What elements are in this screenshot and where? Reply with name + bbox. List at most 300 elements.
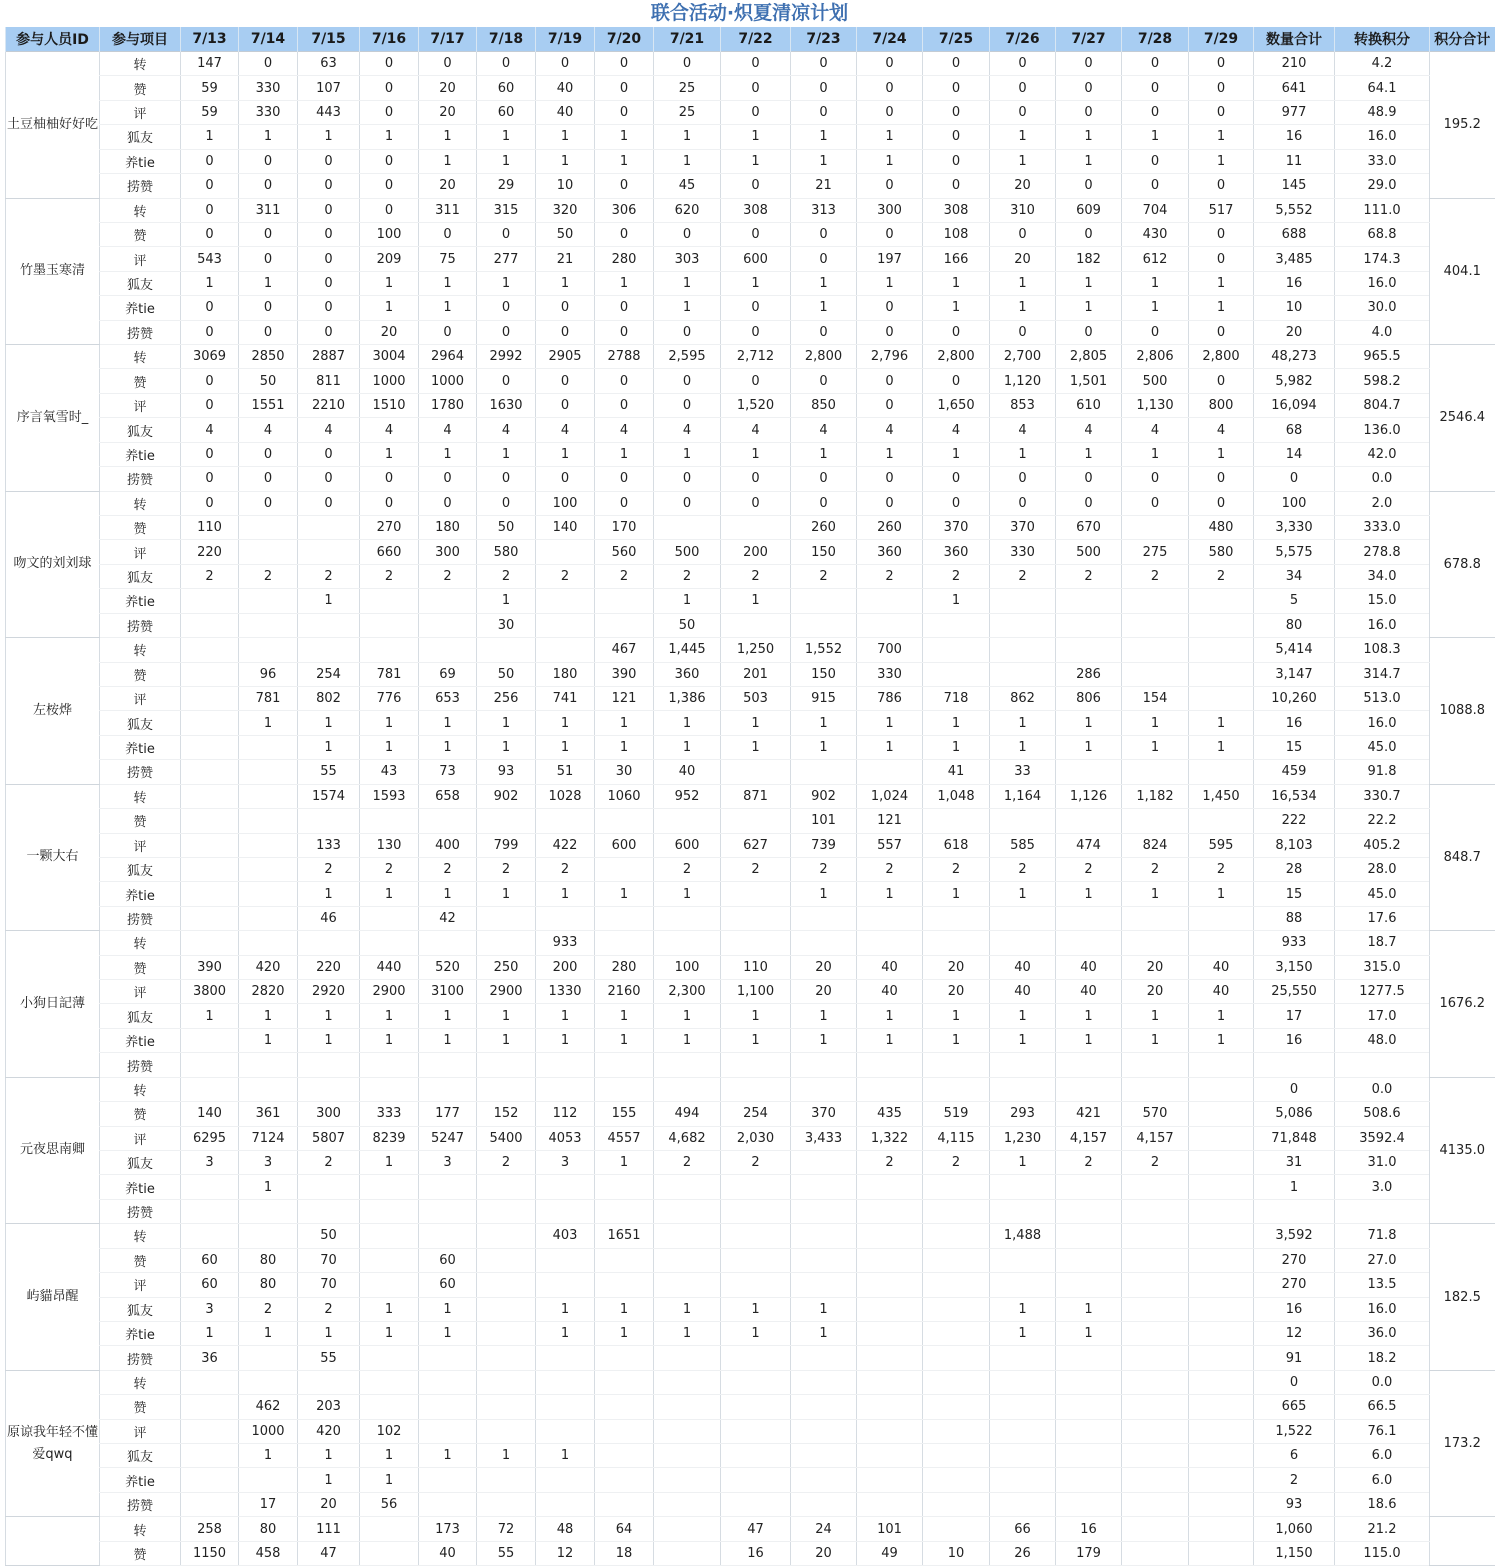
value-cell[interactable]: 1: [791, 735, 857, 759]
value-cell[interactable]: 200: [721, 540, 791, 564]
value-cell[interactable]: [181, 857, 239, 881]
value-cell[interactable]: [857, 1273, 923, 1297]
participant-id-cell[interactable]: 屿貓昂醒: [6, 1224, 100, 1371]
value-cell[interactable]: 1: [595, 271, 654, 295]
value-cell[interactable]: [1122, 760, 1189, 784]
value-cell[interactable]: 1,130: [1122, 393, 1189, 417]
value-cell[interactable]: 20: [923, 955, 990, 979]
value-cell[interactable]: 0: [181, 320, 239, 344]
value-cell[interactable]: [990, 809, 1056, 833]
value-cell[interactable]: 0: [654, 320, 721, 344]
value-cell[interactable]: 40: [654, 760, 721, 784]
sum-cell[interactable]: 16,534: [1254, 784, 1335, 808]
item-cell[interactable]: 评: [100, 1419, 181, 1443]
value-cell[interactable]: 30: [595, 760, 654, 784]
value-cell[interactable]: 2: [1189, 857, 1254, 881]
value-cell[interactable]: [1189, 1321, 1254, 1345]
value-cell[interactable]: 1510: [360, 393, 419, 417]
value-cell[interactable]: [990, 662, 1056, 686]
value-cell[interactable]: 2: [477, 857, 536, 881]
value-cell[interactable]: [1189, 760, 1254, 784]
value-cell[interactable]: 1: [857, 1028, 923, 1052]
value-cell[interactable]: 1: [654, 735, 721, 759]
value-cell[interactable]: 4: [239, 418, 298, 442]
value-cell[interactable]: 0: [239, 222, 298, 246]
value-cell[interactable]: [419, 589, 477, 613]
column-header[interactable]: 7/14: [239, 27, 298, 52]
item-cell[interactable]: 养tie: [100, 735, 181, 759]
value-cell[interactable]: 1: [536, 1297, 595, 1321]
value-cell[interactable]: 1: [595, 882, 654, 906]
value-cell[interactable]: 2,806: [1122, 345, 1189, 369]
value-cell[interactable]: 2: [654, 1150, 721, 1174]
value-cell[interactable]: 2: [791, 857, 857, 881]
value-cell[interactable]: 1,450: [1189, 784, 1254, 808]
value-cell[interactable]: 0: [791, 369, 857, 393]
value-cell[interactable]: [1056, 1273, 1122, 1297]
value-cell[interactable]: 2: [360, 564, 419, 588]
value-cell[interactable]: 2900: [360, 980, 419, 1004]
sum-cell[interactable]: 1,060: [1254, 1517, 1335, 1541]
item-cell[interactable]: 转: [100, 1370, 181, 1394]
value-cell[interactable]: 503: [721, 686, 791, 710]
value-cell[interactable]: 0: [1056, 100, 1122, 124]
item-cell[interactable]: 养tie: [100, 882, 181, 906]
points-cell[interactable]: 174.3: [1335, 247, 1430, 271]
value-cell[interactable]: 1150: [181, 1541, 239, 1565]
value-cell[interactable]: 72: [477, 1517, 536, 1541]
value-cell[interactable]: 467: [595, 638, 654, 662]
value-cell[interactable]: 20: [990, 174, 1056, 198]
value-cell[interactable]: [654, 1395, 721, 1419]
value-cell[interactable]: 430: [1122, 222, 1189, 246]
points-cell[interactable]: 66.5: [1335, 1395, 1430, 1419]
value-cell[interactable]: 140: [536, 516, 595, 540]
value-cell[interactable]: [1056, 1224, 1122, 1248]
value-cell[interactable]: [239, 589, 298, 613]
value-cell[interactable]: 4: [181, 418, 239, 442]
value-cell[interactable]: 0: [360, 52, 419, 76]
sum-cell[interactable]: 93: [1254, 1492, 1335, 1516]
value-cell[interactable]: 500: [1122, 369, 1189, 393]
value-cell[interactable]: 60: [181, 1248, 239, 1272]
value-cell[interactable]: 800: [1189, 393, 1254, 417]
value-cell[interactable]: 1: [181, 1004, 239, 1028]
value-cell[interactable]: 1: [923, 271, 990, 295]
value-cell[interactable]: [536, 1273, 595, 1297]
value-cell[interactable]: 0: [360, 467, 419, 491]
value-cell[interactable]: [477, 906, 536, 930]
value-cell[interactable]: 0: [1056, 222, 1122, 246]
value-cell[interactable]: [536, 638, 595, 662]
sum-cell[interactable]: 17: [1254, 1004, 1335, 1028]
value-cell[interactable]: 1: [419, 271, 477, 295]
value-cell[interactable]: 1: [1056, 271, 1122, 295]
value-cell[interactable]: 1: [654, 149, 721, 173]
value-cell[interactable]: [595, 1053, 654, 1077]
value-cell[interactable]: 43: [360, 760, 419, 784]
value-cell[interactable]: 435: [857, 1102, 923, 1126]
value-cell[interactable]: [298, 638, 360, 662]
value-cell[interactable]: 1: [360, 711, 419, 735]
value-cell[interactable]: 0: [298, 198, 360, 222]
value-cell[interactable]: 21: [791, 174, 857, 198]
value-cell[interactable]: 111: [298, 1517, 360, 1541]
item-cell[interactable]: 转: [100, 1077, 181, 1101]
value-cell[interactable]: 1330: [536, 980, 595, 1004]
value-cell[interactable]: 2: [990, 857, 1056, 881]
points-cell[interactable]: 71.8: [1335, 1224, 1430, 1248]
value-cell[interactable]: 1: [419, 1004, 477, 1028]
value-cell[interactable]: [1189, 1370, 1254, 1394]
points-cell[interactable]: 314.7: [1335, 662, 1430, 686]
value-cell[interactable]: 0: [239, 149, 298, 173]
value-cell[interactable]: [181, 882, 239, 906]
value-cell[interactable]: 0: [1056, 52, 1122, 76]
value-cell[interactable]: 1,182: [1122, 784, 1189, 808]
value-cell[interactable]: 1: [1056, 125, 1122, 149]
value-cell[interactable]: 1: [654, 1297, 721, 1321]
value-cell[interactable]: 0: [791, 222, 857, 246]
value-cell[interactable]: 3100: [419, 980, 477, 1004]
value-cell[interactable]: 1: [298, 1004, 360, 1028]
value-cell[interactable]: 154: [1122, 686, 1189, 710]
value-cell[interactable]: [181, 686, 239, 710]
value-cell[interactable]: [419, 1492, 477, 1516]
participant-id-cell[interactable]: 竹墨玉寒清: [6, 198, 100, 345]
value-cell[interactable]: 2: [298, 564, 360, 588]
value-cell[interactable]: 2: [298, 1297, 360, 1321]
value-cell[interactable]: 1: [360, 1444, 419, 1468]
value-cell[interactable]: [721, 882, 791, 906]
value-cell[interactable]: 0: [298, 247, 360, 271]
value-cell[interactable]: 20: [419, 76, 477, 100]
value-cell[interactable]: 4053: [536, 1126, 595, 1150]
value-cell[interactable]: 49: [857, 1541, 923, 1565]
value-cell[interactable]: [654, 1492, 721, 1516]
value-cell[interactable]: [1056, 1175, 1122, 1199]
value-cell[interactable]: [721, 1248, 791, 1272]
value-cell[interactable]: 4,157: [1122, 1126, 1189, 1150]
sum-cell[interactable]: 5,086: [1254, 1102, 1335, 1126]
item-cell[interactable]: 评: [100, 1126, 181, 1150]
value-cell[interactable]: 585: [990, 833, 1056, 857]
value-cell[interactable]: [1056, 1492, 1122, 1516]
value-cell[interactable]: 0: [1122, 320, 1189, 344]
value-cell[interactable]: [857, 1248, 923, 1272]
value-cell[interactable]: [990, 1077, 1056, 1101]
value-cell[interactable]: [419, 1346, 477, 1370]
value-cell[interactable]: 18: [595, 1541, 654, 1565]
value-cell[interactable]: 4: [477, 418, 536, 442]
value-cell[interactable]: 0: [360, 100, 419, 124]
participant-id-cell[interactable]: 序言氧雪时_: [6, 345, 100, 492]
value-cell[interactable]: 60: [419, 1248, 477, 1272]
value-cell[interactable]: 0: [857, 467, 923, 491]
value-cell[interactable]: 0: [181, 198, 239, 222]
value-cell[interactable]: 2,796: [857, 345, 923, 369]
value-cell[interactable]: 260: [791, 516, 857, 540]
points-cell[interactable]: 3.0: [1335, 1175, 1430, 1199]
value-cell[interactable]: [857, 1444, 923, 1468]
value-cell[interactable]: [239, 1224, 298, 1248]
value-cell[interactable]: 739: [791, 833, 857, 857]
value-cell[interactable]: 313: [791, 198, 857, 222]
value-cell[interactable]: 0: [360, 149, 419, 173]
value-cell[interactable]: 1: [721, 711, 791, 735]
points-cell[interactable]: 2.0: [1335, 491, 1430, 515]
value-cell[interactable]: 1: [595, 149, 654, 173]
value-cell[interactable]: 1: [990, 1321, 1056, 1345]
value-cell[interactable]: 1780: [419, 393, 477, 417]
sum-cell[interactable]: 16: [1254, 125, 1335, 149]
value-cell[interactable]: 1: [791, 882, 857, 906]
value-cell[interactable]: 422: [536, 833, 595, 857]
value-cell[interactable]: [1189, 809, 1254, 833]
value-cell[interactable]: 0: [1122, 52, 1189, 76]
value-cell[interactable]: 330: [857, 662, 923, 686]
value-cell[interactable]: 1: [298, 711, 360, 735]
value-cell[interactable]: 0: [536, 52, 595, 76]
value-cell[interactable]: [721, 1346, 791, 1370]
value-cell[interactable]: 0: [298, 491, 360, 515]
value-cell[interactable]: 1574: [298, 784, 360, 808]
points-cell[interactable]: 16.0: [1335, 271, 1430, 295]
value-cell[interactable]: [1189, 1297, 1254, 1321]
value-cell[interactable]: [857, 1224, 923, 1248]
value-cell[interactable]: 1,488: [990, 1224, 1056, 1248]
total-points-cell[interactable]: [1430, 1517, 1495, 1566]
value-cell[interactable]: [477, 1273, 536, 1297]
value-cell[interactable]: 1: [654, 125, 721, 149]
value-cell[interactable]: 2905: [536, 345, 595, 369]
value-cell[interactable]: 1060: [595, 784, 654, 808]
value-cell[interactable]: 1: [477, 1004, 536, 1028]
value-cell[interactable]: 40: [990, 980, 1056, 1004]
value-cell[interactable]: [1122, 1492, 1189, 1516]
value-cell[interactable]: [923, 1468, 990, 1492]
value-cell[interactable]: [595, 809, 654, 833]
value-cell[interactable]: 0: [721, 174, 791, 198]
sum-cell[interactable]: 16: [1254, 1028, 1335, 1052]
item-cell[interactable]: 赞: [100, 662, 181, 686]
value-cell[interactable]: [298, 1175, 360, 1199]
value-cell[interactable]: 16: [1056, 1517, 1122, 1541]
value-cell[interactable]: [1189, 1419, 1254, 1443]
item-cell[interactable]: 评: [100, 1273, 181, 1297]
value-cell[interactable]: 55: [298, 760, 360, 784]
value-cell[interactable]: 1: [298, 589, 360, 613]
value-cell[interactable]: [721, 516, 791, 540]
value-cell[interactable]: [923, 1444, 990, 1468]
value-cell[interactable]: 458: [239, 1541, 298, 1565]
value-cell[interactable]: [360, 1053, 419, 1077]
value-cell[interactable]: 776: [360, 686, 419, 710]
item-cell[interactable]: 狐友: [100, 1297, 181, 1321]
item-cell[interactable]: 捞赞: [100, 1492, 181, 1516]
column-header[interactable]: 7/24: [857, 27, 923, 52]
points-cell[interactable]: 36.0: [1335, 1321, 1430, 1345]
value-cell[interactable]: 1: [1056, 711, 1122, 735]
item-cell[interactable]: 狐友: [100, 271, 181, 295]
value-cell[interactable]: 0: [923, 369, 990, 393]
value-cell[interactable]: [721, 1077, 791, 1101]
value-cell[interactable]: [1189, 906, 1254, 930]
value-cell[interactable]: 0: [536, 369, 595, 393]
value-cell[interactable]: [721, 1492, 791, 1516]
value-cell[interactable]: 2: [923, 1150, 990, 1174]
value-cell[interactable]: [990, 638, 1056, 662]
value-cell[interactable]: 902: [791, 784, 857, 808]
value-cell[interactable]: [419, 1419, 477, 1443]
value-cell[interactable]: 1: [536, 1444, 595, 1468]
value-cell[interactable]: 2: [1122, 1150, 1189, 1174]
points-cell[interactable]: 108.3: [1335, 638, 1430, 662]
value-cell[interactable]: 2,300: [654, 980, 721, 1004]
value-cell[interactable]: [654, 516, 721, 540]
sum-cell[interactable]: 11: [1254, 149, 1335, 173]
value-cell[interactable]: 0: [239, 467, 298, 491]
value-cell[interactable]: [923, 1492, 990, 1516]
value-cell[interactable]: 0: [360, 198, 419, 222]
value-cell[interactable]: 618: [923, 833, 990, 857]
value-cell[interactable]: 1: [1056, 442, 1122, 466]
value-cell[interactable]: 130: [360, 833, 419, 857]
points-cell[interactable]: 16.0: [1335, 711, 1430, 735]
points-cell[interactable]: 1277.5: [1335, 980, 1430, 1004]
value-cell[interactable]: [1189, 1517, 1254, 1541]
points-cell[interactable]: 42.0: [1335, 442, 1430, 466]
value-cell[interactable]: 47: [298, 1541, 360, 1565]
value-cell[interactable]: [857, 589, 923, 613]
value-cell[interactable]: 0: [1122, 491, 1189, 515]
value-cell[interactable]: 203: [298, 1395, 360, 1419]
value-cell[interactable]: 0: [923, 52, 990, 76]
points-cell[interactable]: 68.8: [1335, 222, 1430, 246]
value-cell[interactable]: [298, 1199, 360, 1223]
value-cell[interactable]: 0: [857, 100, 923, 124]
value-cell[interactable]: 0: [477, 52, 536, 76]
points-cell[interactable]: 115.0: [1335, 1541, 1430, 1565]
value-cell[interactable]: 330: [239, 100, 298, 124]
value-cell[interactable]: 781: [360, 662, 419, 686]
value-cell[interactable]: 2: [857, 857, 923, 881]
value-cell[interactable]: 0: [923, 76, 990, 100]
value-cell[interactable]: 1: [791, 125, 857, 149]
column-header[interactable]: 7/28: [1122, 27, 1189, 52]
value-cell[interactable]: [1122, 1370, 1189, 1394]
value-cell[interactable]: 560: [595, 540, 654, 564]
value-cell[interactable]: [298, 809, 360, 833]
value-cell[interactable]: 1: [477, 442, 536, 466]
value-cell[interactable]: 0: [1189, 369, 1254, 393]
value-cell[interactable]: 1: [181, 1321, 239, 1345]
value-cell[interactable]: 0: [654, 222, 721, 246]
value-cell[interactable]: 1: [419, 149, 477, 173]
item-cell[interactable]: 养tie: [100, 296, 181, 320]
value-cell[interactable]: 25: [654, 76, 721, 100]
value-cell[interactable]: 20: [419, 174, 477, 198]
points-cell[interactable]: 17.0: [1335, 1004, 1430, 1028]
value-cell[interactable]: 256: [477, 686, 536, 710]
column-header[interactable]: 7/29: [1189, 27, 1254, 52]
column-header[interactable]: 7/27: [1056, 27, 1122, 52]
value-cell[interactable]: 1: [536, 1321, 595, 1345]
value-cell[interactable]: 718: [923, 686, 990, 710]
points-cell[interactable]: 315.0: [1335, 955, 1430, 979]
value-cell[interactable]: 786: [857, 686, 923, 710]
sum-cell[interactable]: 20: [1254, 320, 1335, 344]
item-cell[interactable]: 转: [100, 491, 181, 515]
value-cell[interactable]: [721, 809, 791, 833]
value-cell[interactable]: 1: [654, 589, 721, 613]
value-cell[interactable]: [239, 1346, 298, 1370]
value-cell[interactable]: 0: [990, 467, 1056, 491]
value-cell[interactable]: 1: [1056, 1321, 1122, 1345]
value-cell[interactable]: 0: [595, 100, 654, 124]
value-cell[interactable]: 286: [1056, 662, 1122, 686]
value-cell[interactable]: 0: [721, 296, 791, 320]
value-cell[interactable]: [477, 809, 536, 833]
sum-cell[interactable]: 10,260: [1254, 686, 1335, 710]
value-cell[interactable]: 824: [1122, 833, 1189, 857]
points-cell[interactable]: 6.0: [1335, 1444, 1430, 1468]
value-cell[interactable]: 0: [654, 369, 721, 393]
value-cell[interactable]: 64: [595, 1517, 654, 1541]
value-cell[interactable]: [923, 1175, 990, 1199]
value-cell[interactable]: 1: [1056, 149, 1122, 173]
value-cell[interactable]: [654, 1224, 721, 1248]
points-cell[interactable]: 27.0: [1335, 1248, 1430, 1272]
value-cell[interactable]: [923, 809, 990, 833]
value-cell[interactable]: 3800: [181, 980, 239, 1004]
value-cell[interactable]: [1189, 1468, 1254, 1492]
item-cell[interactable]: 养tie: [100, 589, 181, 613]
value-cell[interactable]: 280: [595, 247, 654, 271]
value-cell[interactable]: 121: [857, 809, 923, 833]
value-cell[interactable]: [360, 1224, 419, 1248]
sum-cell[interactable]: 5,552: [1254, 198, 1335, 222]
item-cell[interactable]: 评: [100, 686, 181, 710]
value-cell[interactable]: 1: [654, 442, 721, 466]
value-cell[interactable]: 2,800: [791, 345, 857, 369]
value-cell[interactable]: 20: [791, 955, 857, 979]
value-cell[interactable]: 50: [654, 613, 721, 637]
value-cell[interactable]: 96: [239, 662, 298, 686]
value-cell[interactable]: [1122, 809, 1189, 833]
value-cell[interactable]: 12: [536, 1541, 595, 1565]
value-cell[interactable]: [990, 1053, 1056, 1077]
value-cell[interactable]: [1189, 1492, 1254, 1516]
value-cell[interactable]: 1: [791, 149, 857, 173]
value-cell[interactable]: 0: [477, 369, 536, 393]
value-cell[interactable]: 443: [298, 100, 360, 124]
value-cell[interactable]: 30: [477, 613, 536, 637]
value-cell[interactable]: [1189, 1102, 1254, 1126]
value-cell[interactable]: 420: [239, 955, 298, 979]
value-cell[interactable]: 1: [721, 1028, 791, 1052]
points-cell[interactable]: 330.7: [1335, 784, 1430, 808]
sum-cell[interactable]: 3,485: [1254, 247, 1335, 271]
value-cell[interactable]: 0: [181, 442, 239, 466]
value-cell[interactable]: 1: [536, 711, 595, 735]
item-cell[interactable]: 转: [100, 198, 181, 222]
value-cell[interactable]: 1: [595, 1321, 654, 1345]
item-cell[interactable]: 狐友: [100, 1004, 181, 1028]
value-cell[interactable]: 802: [298, 686, 360, 710]
value-cell[interactable]: 1: [857, 125, 923, 149]
value-cell[interactable]: 5247: [419, 1126, 477, 1150]
